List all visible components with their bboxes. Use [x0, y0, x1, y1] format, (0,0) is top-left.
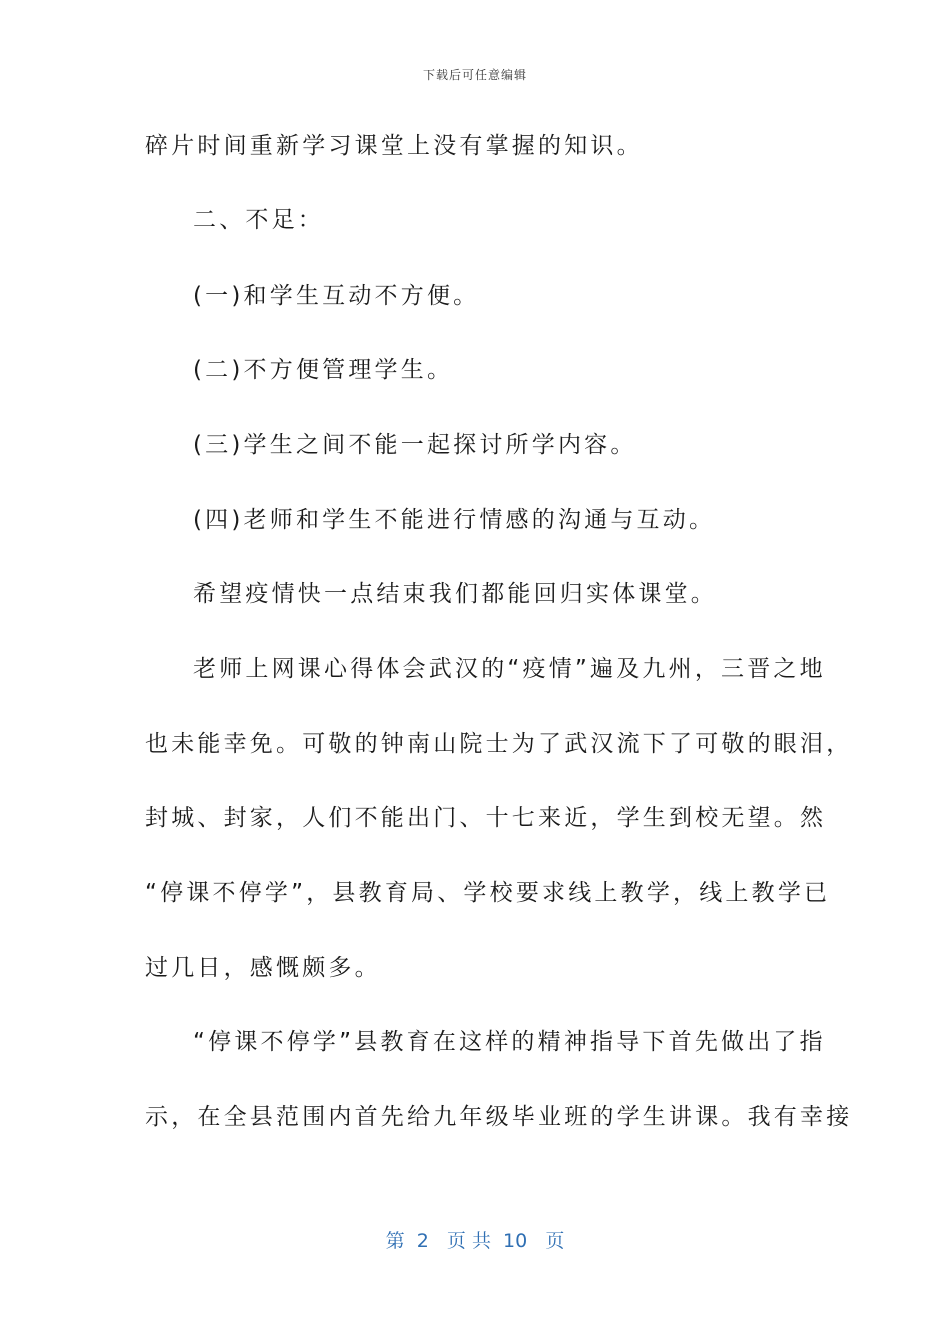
section-heading: 二、不足： [193, 207, 324, 233]
list-item: (三)学生之间不能一起探讨所学内容。 [193, 432, 637, 458]
body-line: 老师上网课心得体会武汉的“疫情”遍及九州，三晋之地 [193, 656, 826, 682]
body-line: 封城、封家，人们不能出门、十七来近，学生到校无望。然 [145, 805, 827, 831]
list-item: (二)不方便管理学生。 [193, 357, 454, 383]
page-header: 下载后可任意编辑 [422, 68, 527, 82]
body-line: “停课不停学”县教育在这样的精神指导下首先做出了指 [193, 1029, 826, 1055]
page-number-footer: 第 2 页 共 10 页 [385, 1230, 565, 1252]
body-line: “停课不停学”，县教育局、学校要求线上教学，线上教学已 [145, 880, 831, 906]
body-line: 希望疫情快一点结束我们都能回归实体课堂。 [193, 581, 717, 607]
list-item: (四)老师和学生不能进行情感的沟通与互动。 [193, 507, 716, 533]
body-line: 示，在全县范围内首先给九年级毕业班的学生讲课。我有幸接 [145, 1104, 853, 1130]
body-line: 碎片时间重新学习课堂上没有掌握的知识。 [145, 133, 643, 159]
body-line: 也未能幸免。可敬的钟南山院士为了武汉流下了可敬的眼泪， [145, 731, 853, 757]
list-item: (一)和学生互动不方便。 [193, 283, 480, 309]
body-line: 过几日，感慨颇多。 [145, 955, 381, 981]
